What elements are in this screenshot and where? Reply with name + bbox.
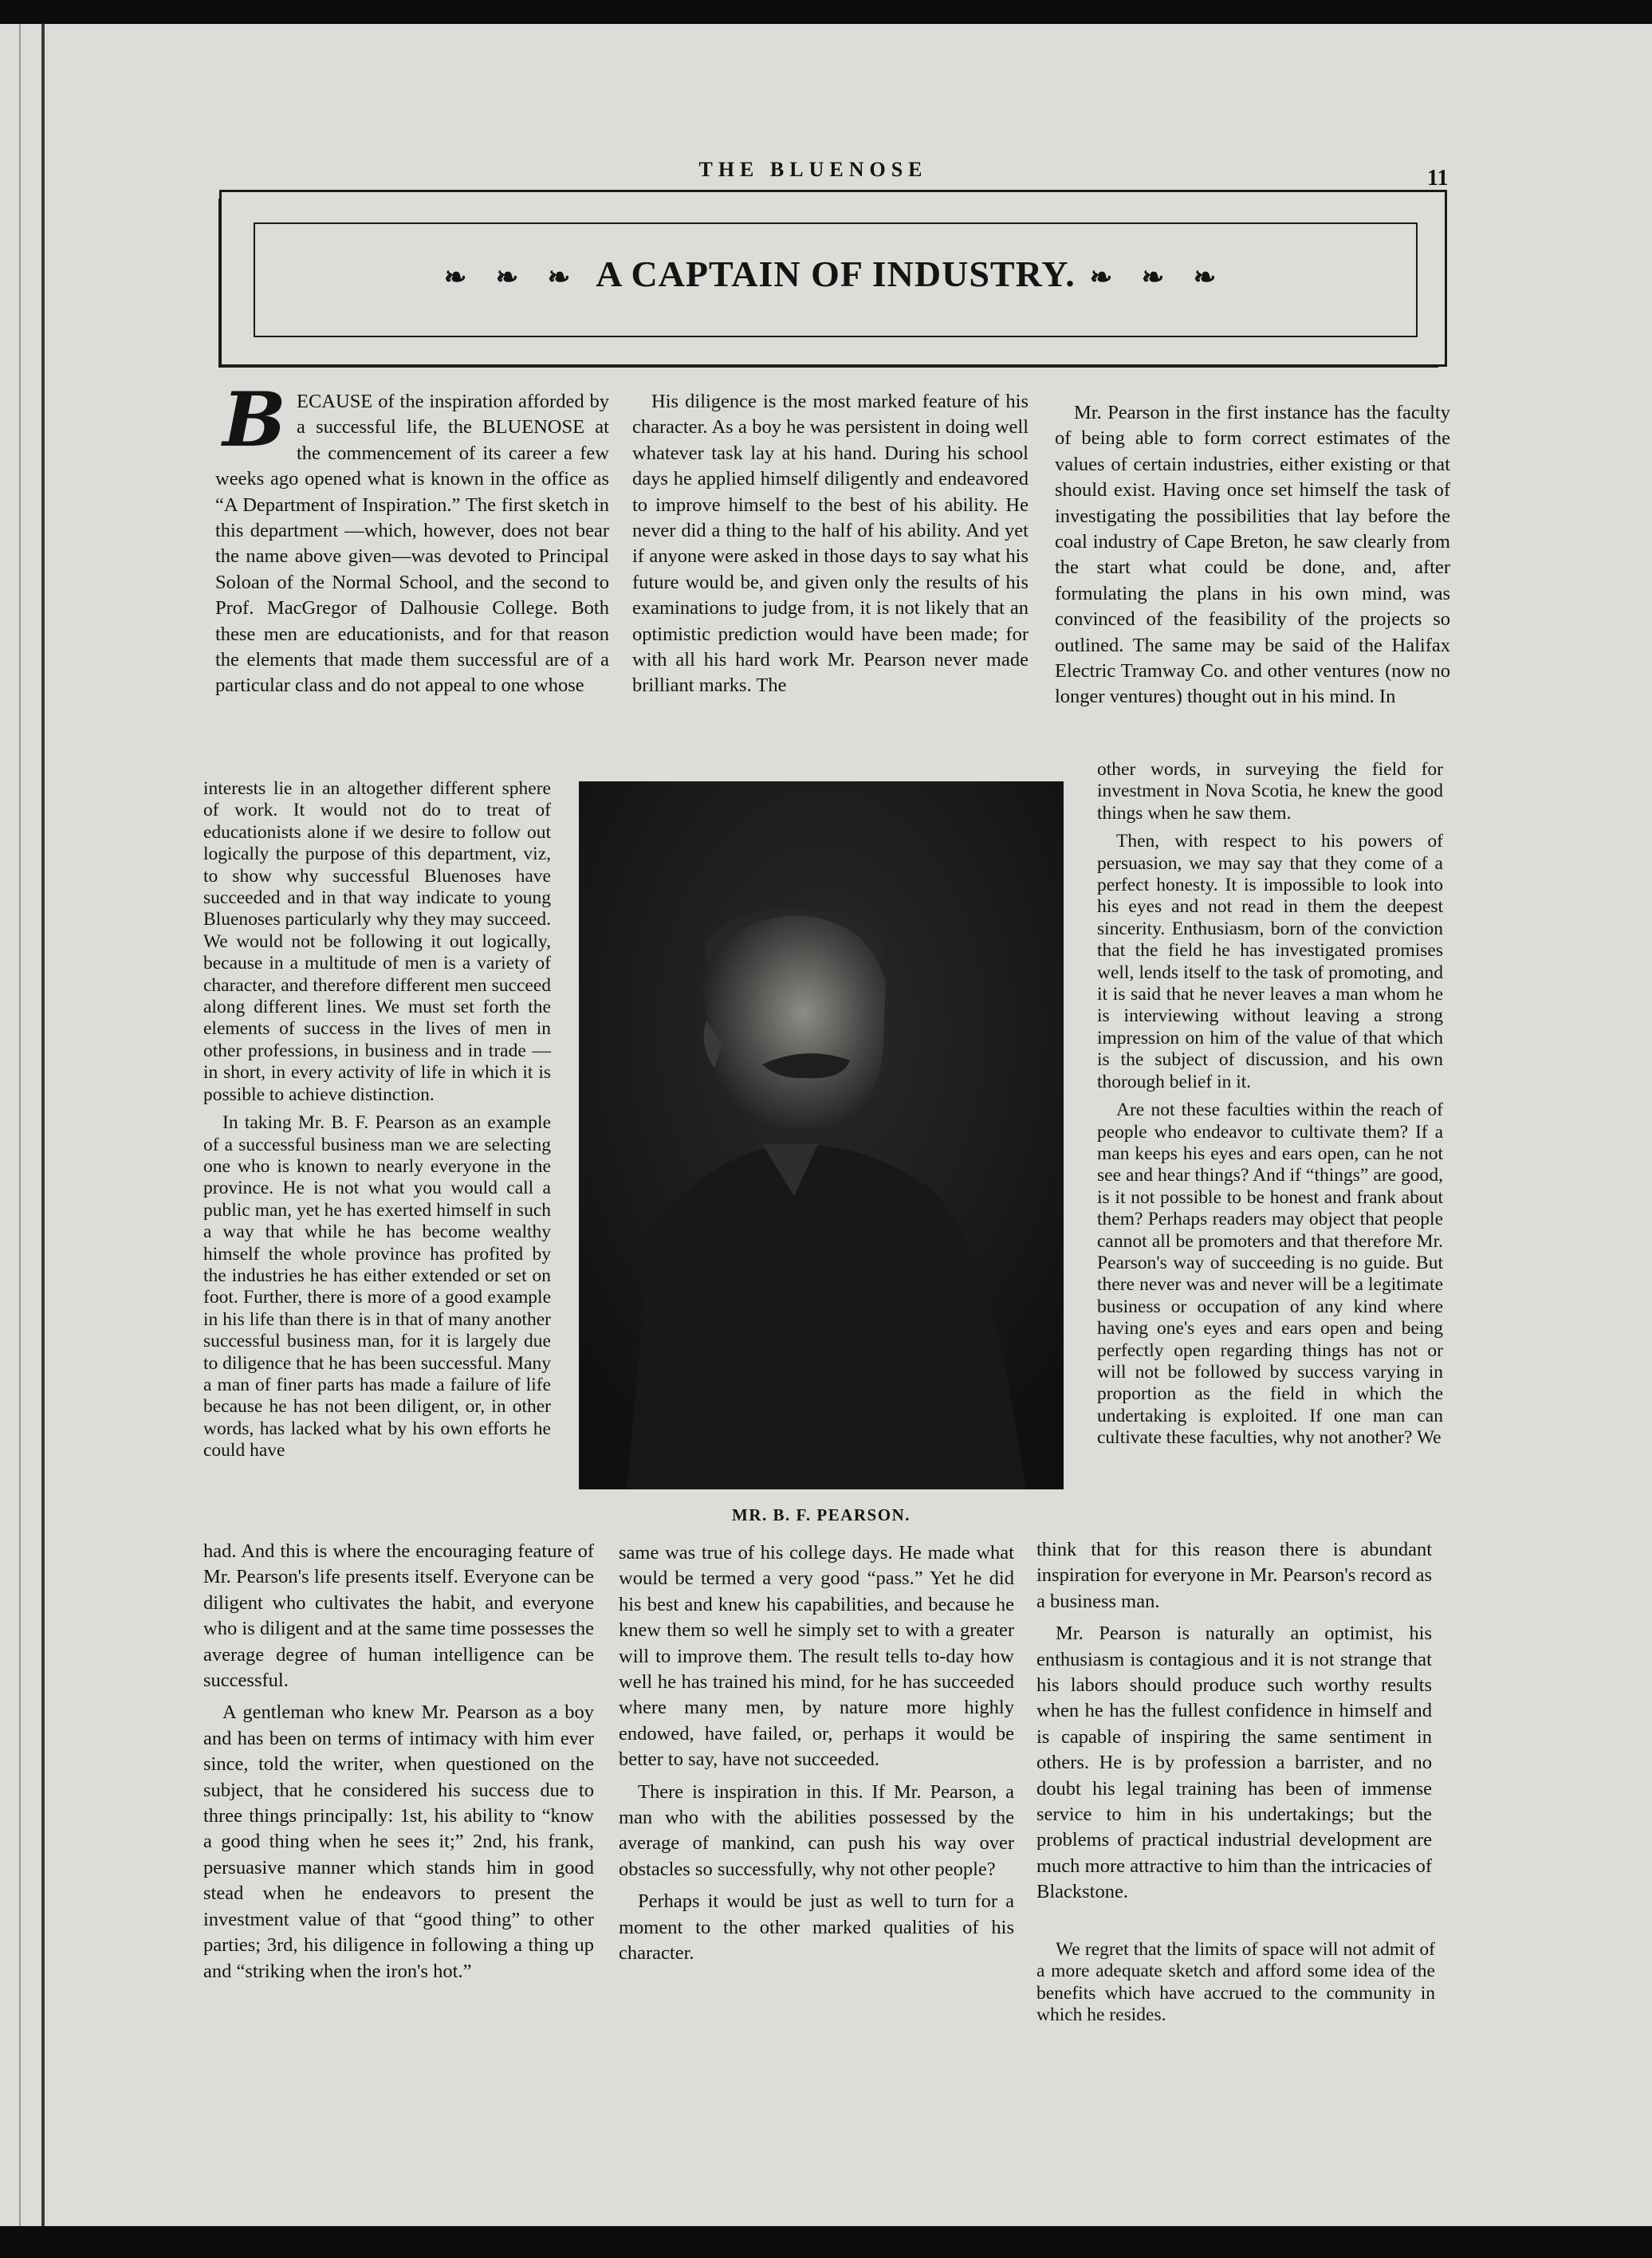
paragraph: same was true of his college days. He made what would be termed a very good “pass.” Yet he did his best and knew his capabilities, and because he knew them so well he simply set to with a greater will to improve them. The result tells to-day how well he has trained his mind, for he has succeeded where many men, by nature more highly endowed, have failed, or, perhaps it would be better to say, have not succeeded. bbox=[619, 1542, 1014, 1771]
paragraph: think that for this reason there is abundant inspiration for everyone in Mr. Pearson's record as a business man. bbox=[1036, 1539, 1432, 1612]
paragraph: other words, in surveying the field for investment in Nova Scotia, he knew the good things when he saw them. bbox=[1097, 759, 1443, 824]
paragraph: We regret that the limits of space will not admit of a more adequate sketch and afford some idea of the benefits which have accrued to the community in which he resides. bbox=[1036, 1939, 1435, 2026]
photo-caption: MR. B. F. PEARSON. bbox=[732, 1505, 911, 1524]
column-1-upper bbox=[215, 376, 609, 699]
title-frame bbox=[219, 190, 1447, 367]
article-title: A CAPTAIN OF INDUSTRY. bbox=[596, 254, 1076, 294]
portrait-image bbox=[579, 781, 1064, 1489]
paragraph: In taking Mr. B. F. Pearson as an example of a successful business man we are selecting one who is known to nearly everyone in the province. He is not what you would call a public man, yet he has exerted himself in such a way that while he has become wealthy himself the whole province has profited by the industries he has either extended or set on foot. Further, there is more of a good example in his life than there is in that of many another successful business man, for it is largely due to diligence that he has been successful. Many a man of finer parts has made a failure of life because he has not been diligent, or, in other words, has lacked what by his own efforts he could have bbox=[203, 1112, 551, 1461]
column-1-lower bbox=[203, 1539, 594, 1985]
paragraph: Perhaps it would be just as well to turn for a moment to the other marked qualities of his character. bbox=[619, 1890, 1014, 1965]
title-inner-frame bbox=[254, 222, 1418, 337]
portrait-photo bbox=[579, 781, 1064, 1489]
paragraph: His diligence is the most marked feature of his character. As a boy he was persistent in doing well whatever task lay at his hand. During his school days he applied himself diligently and endeavored to improve himself to the best of his ability. He never did a thing to the half of his ability. And yet if anyone were asked in those days to say what his future would be, and given only the results of his examinations to judge from, it is not likely that an optimistic prediction would have been made; for with all his hard work Mr. Pearson never made brilliant marks. The bbox=[632, 391, 1029, 697]
column-2-lower bbox=[619, 1540, 1014, 1967]
dropcap-letter: B bbox=[222, 376, 285, 464]
paragraph: ECAUSE of the inspiration afforded by a successful life, the BLUENOSE at the commencement of its career a few weeks ago opened what is known in the office as “A Department of Inspiration.” The first sketch in this department —which, however, does not bear the name above given—was devoted to Principal Soloan of the Normal School, and the second to Prof. MacGregor of Dalhousie College. Both these men are educationists, and for that reason the elements that made them successful are of a particular class and do not appeal to one whose bbox=[215, 391, 609, 697]
column-3-lower bbox=[1036, 1537, 1432, 1906]
paragraph: had. And this is where the encouraging feature of Mr. Pearson's life presents itself. Everyone can be diligent who cultivates the habit, and everyone who is diligent and at the same time possesses the average degree of human intelligence can be successful. bbox=[203, 1540, 594, 1692]
leaf-ornament-icon: ❧ ❧ ❧ bbox=[443, 263, 582, 293]
page-number: 11 bbox=[1427, 166, 1449, 191]
paragraph: A gentleman who knew Mr. Pearson as a boy and has been on terms of intimacy with him ever since, told the writer, when questioned on the subject, that he considered his success due to three things principally: 1st, his ability to “know a good thing when he sees it;” 2nd, his frank, persuasive manner which stands him in good stead when he endeavors to present the investment value of that “good thing” to other parties; 3rd, his diligence in following a thing up and “striking when the iron's hot.” bbox=[203, 1701, 594, 1982]
paragraph: Are not these faculties within the reach of people who endeavor to cultivate them? If a man keeps his eyes and ears open, can he not see and hear things? And if “things” are good, is it not possible to be honest and frank about them? Perhaps readers may object that people cannot all be promoters and that therefore Mr. Pearson's way of succeeding is no guide. But there never was and never will be a legitimate business or occupation of any kind where having one's eyes and ears open and being perfectly open regarding things has not or will not be followed by success varying in proportion as the field in which the undertaking is exploited. If one man can cultivate these faculties, why not another? We bbox=[1097, 1099, 1443, 1449]
column-3-upper bbox=[1055, 400, 1450, 710]
paragraph: Then, with respect to his powers of persuasion, we may say that they come of a perfect honesty. It is impossible to look into his eyes and not read in them the deepest sincerity. Enthusiasm, born of the conviction that the field he has investigated promises well, lends itself to the task of promoting, and it is said that he never leaves a man whom he is interviewing without leaving a strong impression on him of the value of that which is the subject of discussion, and his own thorough belief in it. bbox=[1097, 831, 1443, 1092]
paragraph: interests lie in an altogether different sphere of work. It would not do to treat of educationists alone if we desire to follow out logically the purpose of this department, viz, to show why successful Bluenoses have succeeded and in that way indicate to young Bluenoses particularly why they may succeed. We would not be following it out logically, because in a multitude of men is a variety of character, and therefore different men succeed along different lines. We must set forth the elements of success in the lives of men in other professions, in business and in trade —in short, in every activity of life in which it is possible to achieve distinction. bbox=[203, 778, 551, 1105]
paragraph: There is inspiration in this. If Mr. Pearson, a man who with the abilities possessed by the average of mankind, can push his way over obstacles so successfully, why not other people? bbox=[619, 1780, 1014, 1880]
column-3-closing bbox=[1036, 1939, 1435, 2027]
page-edge-line bbox=[19, 24, 21, 2226]
paragraph: Mr. Pearson in the first instance has the faculty of being able to form correct estimates of the values of certain industries, either existing or that should exist. Having once set himself the task of investigating the possibilities that lay before the coal industry of Cape Breton, he saw clearly from the start what could be done, and, after formulating the plans in his own mind, was convinced of the feasibility of the projects so outlined. The same may be said of the Halifax Electric Tramway Co. and other ventures (now no longer ventures) thought out in his mind. In bbox=[1055, 402, 1450, 708]
paragraph: Mr. Pearson is naturally an optimist, his enthusiasm is contagious and it is not strange that his labors should produce such worthy results when he has the fullest confidence in himself and is capable of inspiring the same sentiment in others. He is by profession a barrister, and no doubt his legal training has been of immense service to him in his undertakings; but the problems of practical industrial development are much more attractive to him than the intricacies of Blackstone. bbox=[1036, 1623, 1432, 1903]
article-headline bbox=[255, 253, 1416, 295]
leaf-ornament-icon: ❧ ❧ ❧ bbox=[1089, 263, 1228, 293]
column-1-narrow bbox=[203, 778, 551, 1462]
running-head: THE BLUENOSE bbox=[698, 158, 928, 181]
column-3-narrow bbox=[1097, 759, 1443, 1450]
column-2-upper bbox=[632, 389, 1029, 699]
binding-gutter-line bbox=[41, 24, 45, 2226]
